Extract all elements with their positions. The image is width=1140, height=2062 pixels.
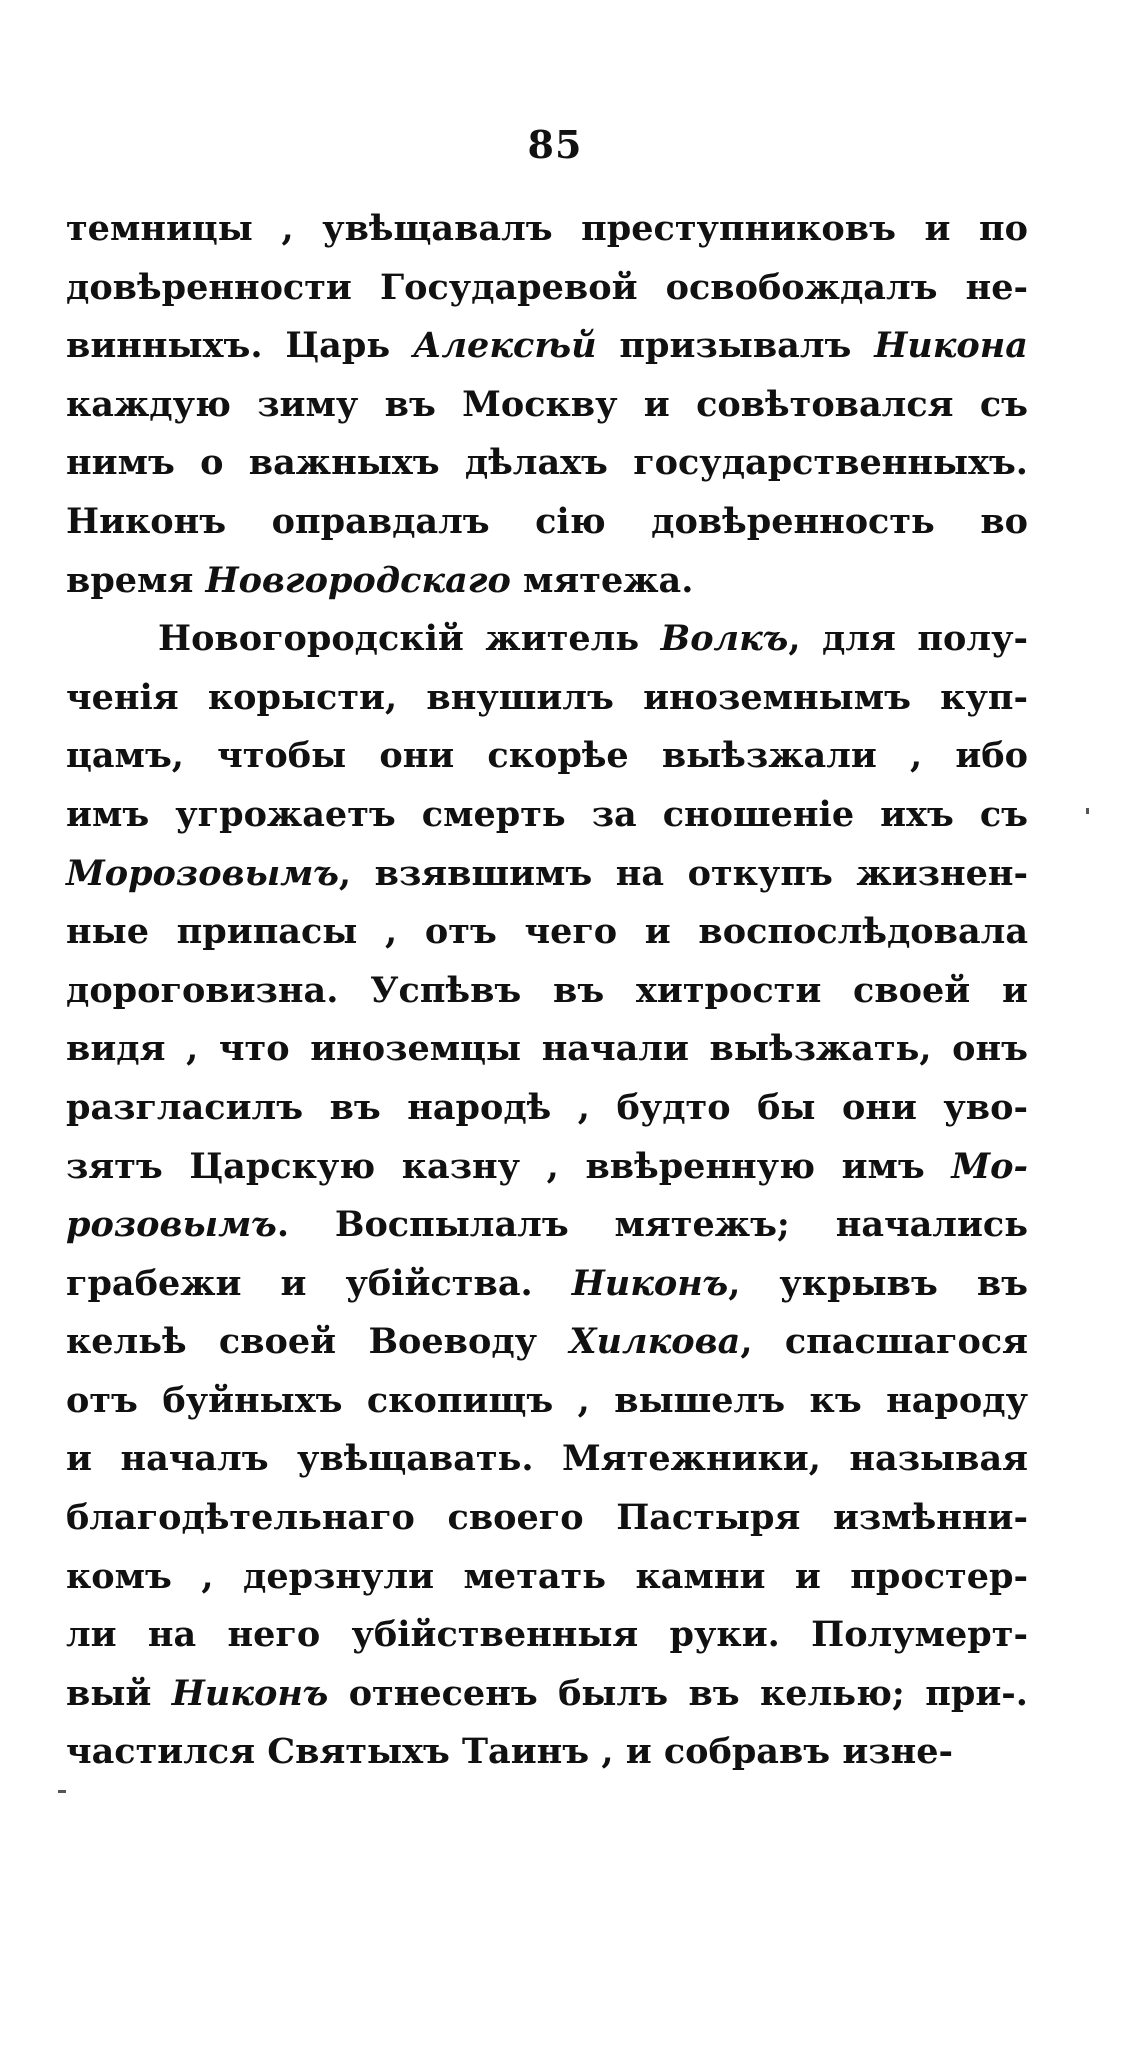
text-span: винныхъ. Царь <box>66 325 413 367</box>
text-span: отъ буйныхъ скопищъ , вышелъ къ народу <box>66 1379 1028 1421</box>
text-span: довѣренности Государевой освобождалъ не- <box>66 266 1028 308</box>
text-line <box>66 317 1028 376</box>
text-line <box>66 1079 1028 1138</box>
text-line <box>66 669 1028 728</box>
text-line <box>66 1665 1028 1724</box>
text-line <box>66 259 1028 318</box>
text-line <box>66 786 1028 845</box>
italic-name-span: Хилкова <box>569 1321 741 1363</box>
text-span: дороговизна. Успѣвъ въ хитрости своей и <box>66 969 1028 1011</box>
text-line <box>66 1138 1028 1197</box>
text-line <box>66 903 1028 962</box>
text-line <box>66 493 1028 552</box>
text-span: , для полу- <box>788 618 1028 660</box>
text-line <box>66 962 1028 1021</box>
text-line <box>66 1020 1028 1079</box>
text-span: мятежа. <box>510 559 694 601</box>
text-line <box>66 1313 1028 1372</box>
text-span: Новогородскій житель <box>158 618 661 660</box>
text-span: темницы , увѣщавалъ преступниковъ и по <box>66 208 1028 249</box>
text-span: и началъ увѣщавать. Мятежники, называя <box>66 1438 1028 1480</box>
text-span: , взявшимъ на откупъ жизнен- <box>338 852 1028 894</box>
italic-name-span: Никонъ <box>171 1672 329 1714</box>
text-line <box>66 1606 1028 1665</box>
italic-name-span: Мо- <box>951 1145 1028 1187</box>
text-line <box>66 376 1028 435</box>
text-span: призывалъ <box>596 325 875 367</box>
italic-name-span: Никона <box>874 325 1028 367</box>
text-line <box>66 552 1028 611</box>
page-number: 85 <box>527 122 583 167</box>
text-line <box>66 610 1028 669</box>
italic-name-span: Алексѣй <box>412 325 597 367</box>
text-line <box>66 845 1028 904</box>
italic-name-span: Новгородскаго <box>205 559 511 601</box>
text-span: ченія корысти, внушилъ иноземнымъ куп- <box>66 676 1028 718</box>
italic-name-span: Никонъ <box>571 1262 729 1304</box>
italic-name-span: Волкъ <box>660 618 789 660</box>
text-span: ные припасы , отъ чего и воспослѣдовала <box>66 911 1028 953</box>
text-span: частился Святыхъ Таинъ , и собравъ изне- <box>66 1731 954 1773</box>
text-span: зятъ Царскую казну , ввѣренную имъ <box>66 1145 952 1187</box>
text-line <box>66 727 1028 786</box>
text-line <box>66 1196 1028 1255</box>
print-speck-mark <box>58 1790 66 1793</box>
text-span: вый <box>66 1672 172 1714</box>
text-span: нимъ о важныхъ дѣлахъ государственныхъ. <box>66 442 1028 484</box>
text-line <box>66 1548 1028 1607</box>
italic-name-span: розовымъ <box>66 1204 277 1246</box>
text-span: , укрывъ въ <box>728 1262 1028 1304</box>
text-span: цамъ, чтобы они скорѣе выѣзжали , ибо <box>66 735 1028 777</box>
text-line <box>66 1489 1028 1548</box>
text-span: время <box>66 559 206 601</box>
text-span: каждую зиму въ Москву и совѣтовался съ <box>66 383 1028 425</box>
italic-name-span: Морозовымъ <box>66 852 339 894</box>
text-span: отнесенъ былъ въ келью; при-. <box>328 1672 1028 1714</box>
text-span: разгласилъ въ народѣ , будто бы они уво- <box>66 1086 1028 1128</box>
text-span: Никонъ оправдалъ сію довѣренность во <box>66 500 1028 542</box>
text-span: ли на него убійственныя руки. Полумерт- <box>66 1614 1028 1656</box>
print-speck-mark <box>1086 808 1089 814</box>
text-span: благодѣтельнаго своего Пастыря измѣнни- <box>66 1497 1028 1539</box>
text-span: комъ , дерзнули метать камни и простер- <box>66 1555 1028 1597</box>
text-line <box>66 200 1028 259</box>
text-span: кельѣ своей Воеводу <box>66 1321 570 1363</box>
text-line <box>66 1372 1028 1431</box>
text-line <box>66 434 1028 493</box>
text-span: видя , что иноземцы начали выѣзжать, онъ <box>66 1028 1028 1070</box>
text-span: имъ угрожаетъ смерть за сношеніе ихъ съ <box>66 793 1028 835</box>
text-line <box>66 1255 1028 1314</box>
text-span: грабежи и убійства. <box>66 1262 572 1304</box>
text-line <box>66 1723 1028 1782</box>
text-span: . Воспылалъ мятежъ; начались <box>276 1204 1028 1246</box>
text-span: , спасшагося <box>740 1321 1029 1363</box>
body-text <box>66 200 1028 1782</box>
text-line <box>66 1430 1028 1489</box>
